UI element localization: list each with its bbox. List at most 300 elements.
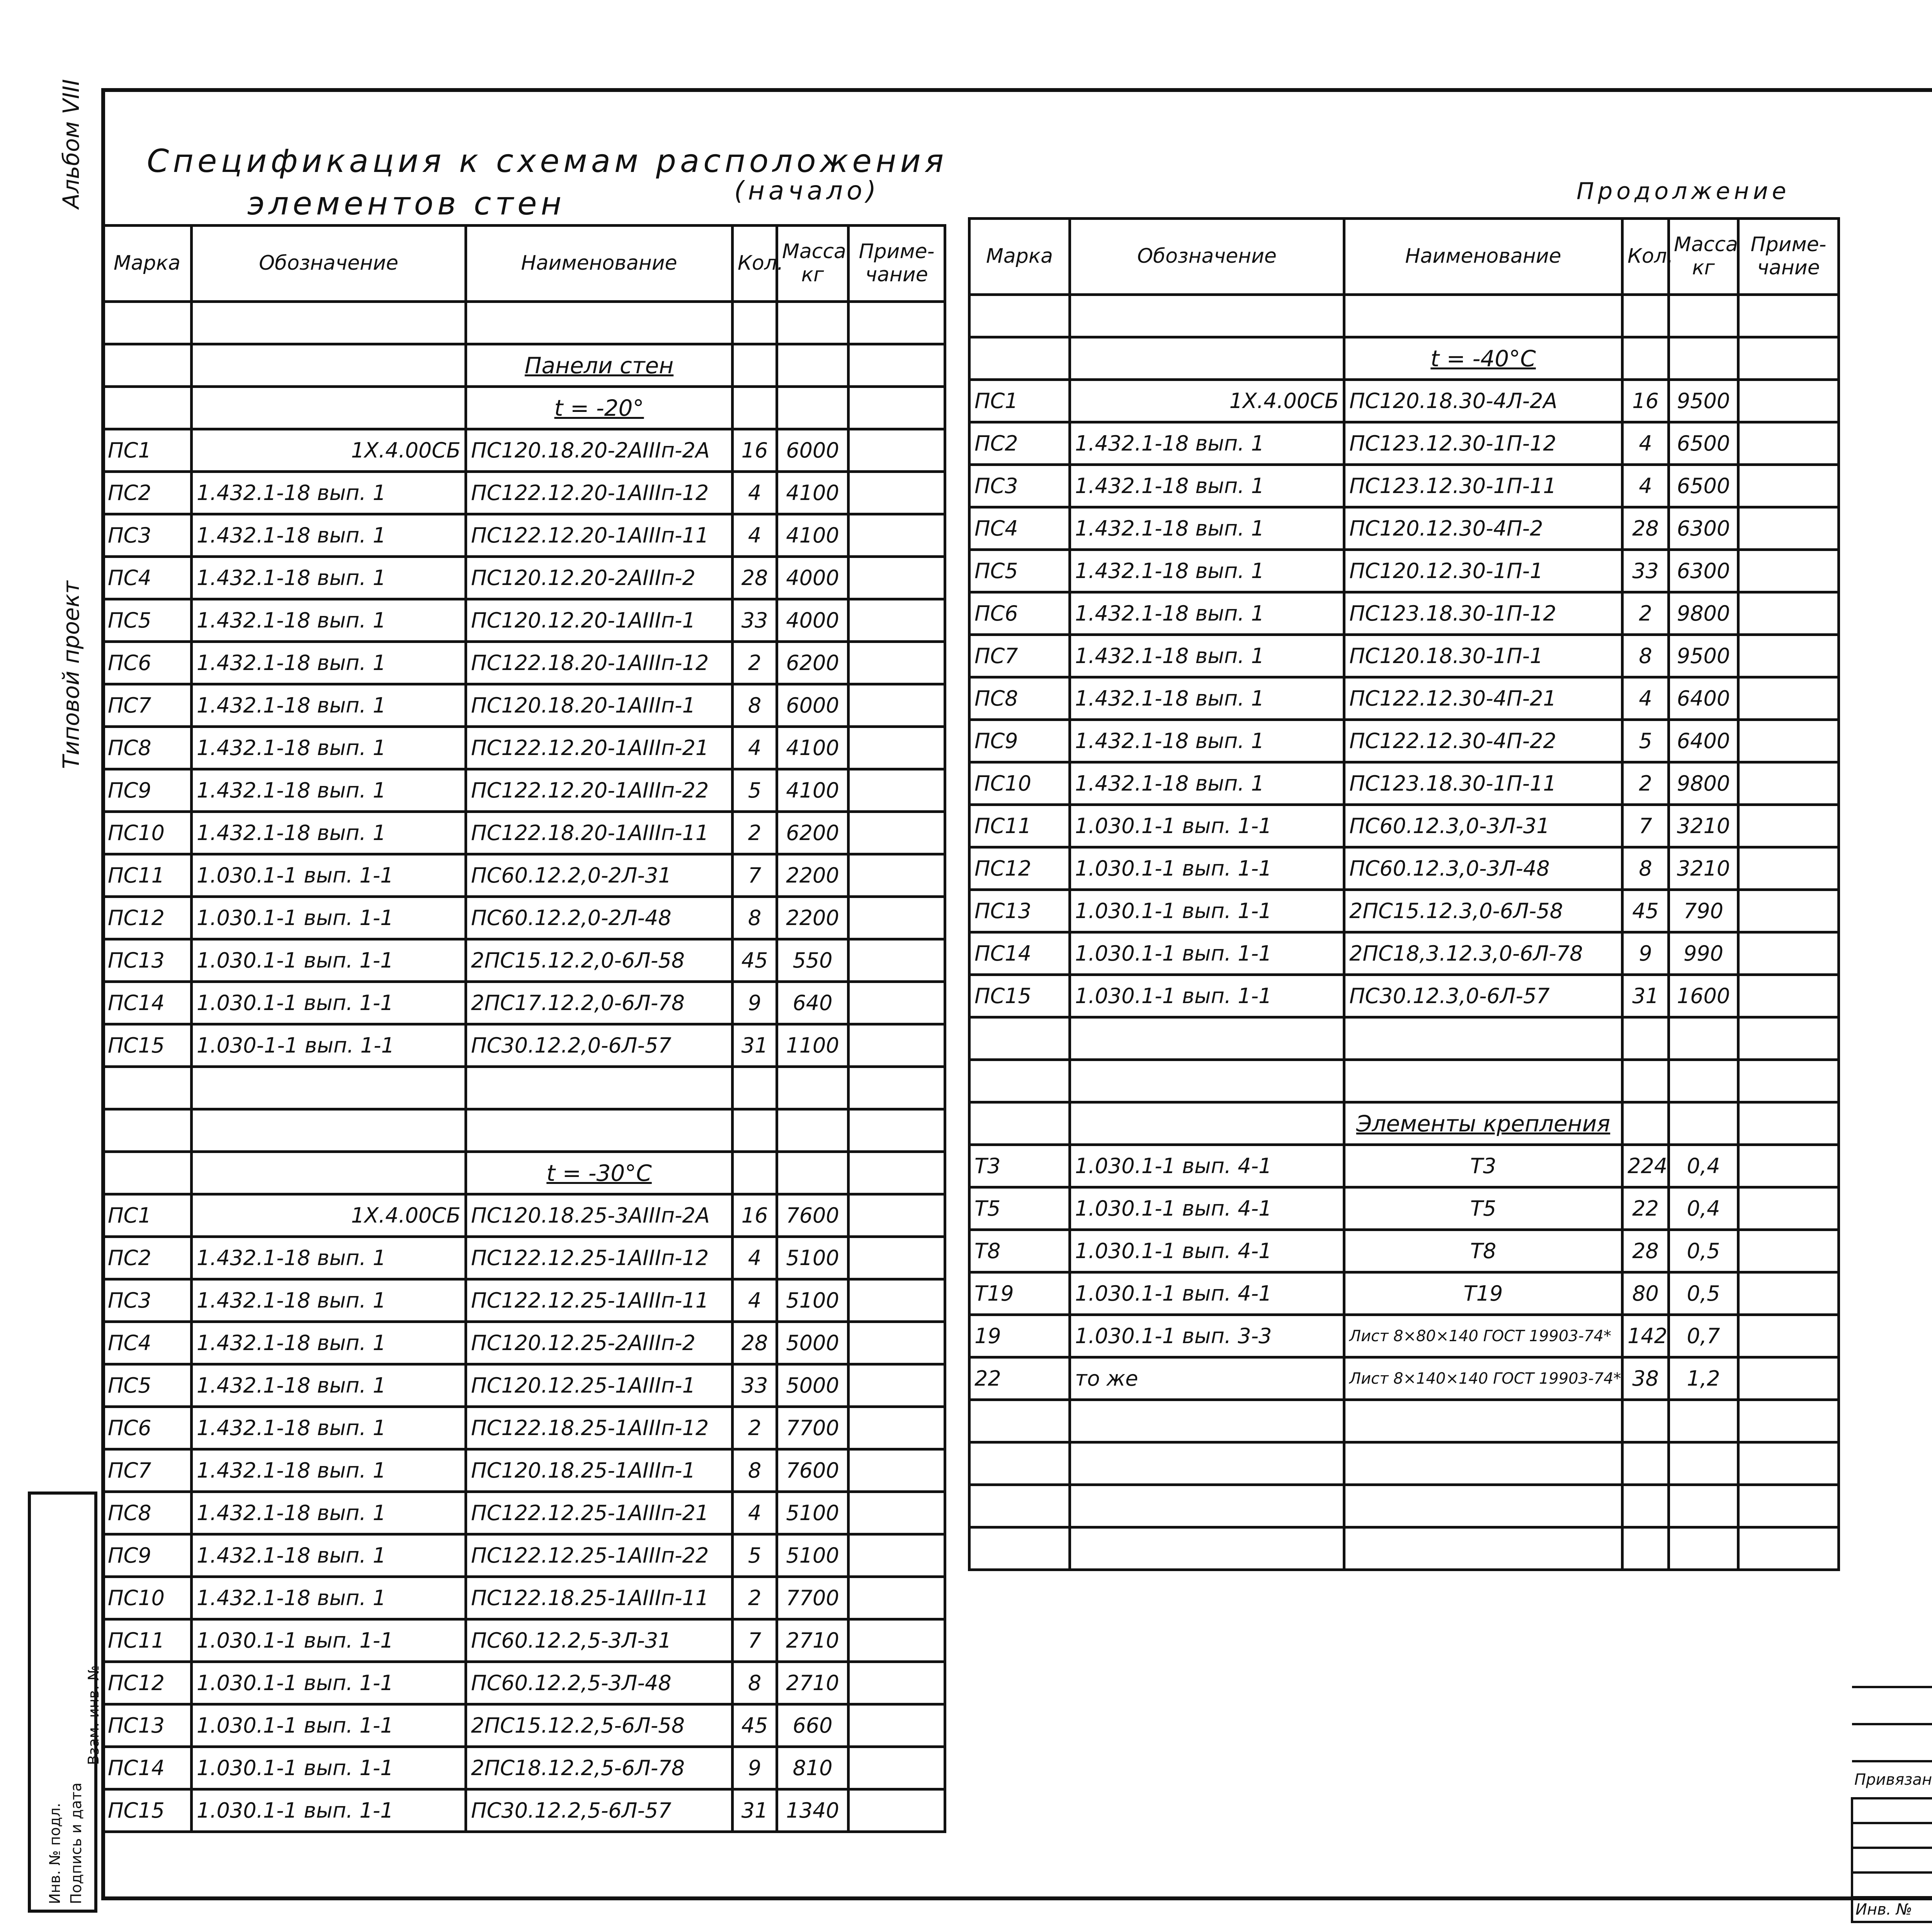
cell-kol: 45 — [733, 939, 777, 982]
cell-naimenovanie: ПС60.12.2,0-2Л-31 — [466, 854, 733, 897]
cell-primechanie — [1738, 932, 1839, 975]
cell-marka: ПС12 — [103, 1662, 192, 1704]
cell-oboznachenie — [192, 1067, 466, 1109]
cell-kol: 4 — [733, 727, 777, 769]
cell-naimenovanie: 2ПС15.12.2,0-6Л-58 — [466, 939, 733, 982]
cell-massa: 6400 — [1669, 677, 1738, 720]
cell-marka: ПС2 — [103, 472, 192, 514]
cell-marka: ПС2 — [103, 1237, 192, 1279]
table-row — [969, 550, 1839, 592]
cell-marka: ПС13 — [103, 939, 192, 982]
table-row — [103, 812, 945, 854]
cell-primechanie — [1738, 975, 1839, 1017]
cell-marka — [969, 337, 1070, 380]
cell-primechanie — [1738, 295, 1839, 337]
cell-marka: ПС6 — [103, 1407, 192, 1449]
cell-primechanie — [1738, 1060, 1839, 1102]
cell-naimenovanie — [1344, 1400, 1622, 1442]
cell-marka — [969, 1485, 1070, 1527]
cell-kol — [733, 302, 777, 344]
table-row — [103, 1024, 945, 1067]
cell-marka: ПС1 — [969, 380, 1070, 422]
cell-primechanie — [849, 429, 945, 472]
cell-kol: 16 — [733, 1194, 777, 1237]
cell-kol: 4 — [1622, 677, 1669, 720]
cell-marka: ПС7 — [969, 635, 1070, 677]
cell-kol — [733, 1109, 777, 1152]
cell-kol: 8 — [733, 1662, 777, 1704]
cell-oboznachenie: 1.030.1-1 вып. 1-1 — [1070, 975, 1344, 1017]
stamp-inv: Инв. № — [1852, 1897, 1932, 1922]
cell-oboznachenie: 1.030.1-1 вып. 4-1 — [1070, 1272, 1344, 1315]
cell-marka: ПС7 — [103, 1449, 192, 1492]
table-row — [969, 1485, 1839, 1527]
cell-naimenovanie: Т8 — [1344, 1230, 1622, 1272]
cell-naimenovanie: ПС123.18.30-1П-12 — [1344, 592, 1622, 635]
cell-marka: ПС10 — [103, 1577, 192, 1619]
cell-primechanie — [1738, 1357, 1839, 1400]
cell-massa: 3210 — [1669, 847, 1738, 890]
cell-primechanie — [1738, 1442, 1839, 1485]
cell-oboznachenie: 1.030.1-1 вып. 1-1 — [192, 939, 466, 982]
cell-massa: 9800 — [1669, 762, 1738, 805]
cell-marka: ПС9 — [969, 720, 1070, 762]
cell-massa: 5100 — [777, 1534, 849, 1577]
table-row — [969, 1102, 1839, 1145]
cell-massa: 5000 — [777, 1322, 849, 1364]
cell-primechanie — [849, 1704, 945, 1747]
cell-oboznachenie: 1.432.1-18 вып. 1 — [192, 1237, 466, 1279]
table-row — [103, 557, 945, 599]
cell-oboznachenie: 1.030.1-1 вып. 1-1 — [192, 1789, 466, 1832]
table-row — [969, 1145, 1839, 1187]
cell-naimenovanie: ПС123.12.30-1П-11 — [1344, 465, 1622, 507]
cell-primechanie — [1738, 1230, 1839, 1272]
table-row — [103, 642, 945, 684]
cell-massa — [777, 1109, 849, 1152]
cell-marka: ПС8 — [969, 677, 1070, 720]
cell-naimenovanie: 2ПС15.12.2,5-6Л-58 — [466, 1704, 733, 1747]
table-row — [103, 1279, 945, 1322]
table-row — [969, 1230, 1839, 1272]
cell-kol: 31 — [733, 1789, 777, 1832]
cell-oboznachenie — [1070, 337, 1344, 380]
cell-primechanie — [1738, 677, 1839, 720]
cell-massa — [1669, 1017, 1738, 1060]
table-row — [969, 1400, 1839, 1442]
table-header-row — [103, 226, 945, 302]
cell-oboznachenie: 1.030.1-1 вып. 1-1 — [1070, 805, 1344, 847]
table-row — [969, 380, 1839, 422]
cell-marka: ПС7 — [103, 684, 192, 727]
stamp-left-grid — [1851, 1650, 1932, 1923]
cell-marka — [103, 387, 192, 429]
cell-naimenovanie: ПС123.12.30-1П-12 — [1344, 422, 1622, 465]
cell-oboznachenie: 1.030.1-1 вып. 1-1 — [1070, 890, 1344, 932]
cell-kol: 2 — [1622, 762, 1669, 805]
col-naimenovanie: Наименование — [1344, 219, 1622, 295]
cell-kol — [1622, 1060, 1669, 1102]
cell-kol: 4 — [733, 1279, 777, 1322]
cell-marka: ПС4 — [969, 507, 1070, 550]
cell-marka: ПС11 — [969, 805, 1070, 847]
table-row — [969, 1527, 1839, 1570]
cell-kol: 7 — [733, 1619, 777, 1662]
cell-naimenovanie — [1344, 295, 1622, 337]
cell-massa: 1600 — [1669, 975, 1738, 1017]
cell-naimenovanie — [1344, 1060, 1622, 1102]
cell-massa — [777, 1067, 849, 1109]
table-row — [103, 1704, 945, 1747]
cell-primechanie — [849, 1407, 945, 1449]
cell-massa: 1340 — [777, 1789, 849, 1832]
cell-oboznachenie: 1.432.1-18 вып. 1 — [192, 599, 466, 642]
cell-primechanie — [1738, 1272, 1839, 1315]
cell-marka: ПС3 — [103, 514, 192, 557]
cell-massa: 640 — [777, 982, 849, 1024]
cell-naimenovanie: ПС122.18.25-1АIIIп-11 — [466, 1577, 733, 1619]
cell-kol: 4 — [733, 1237, 777, 1279]
cell-primechanie — [849, 1577, 945, 1619]
cell-massa — [1669, 295, 1738, 337]
cell-naimenovanie: 2ПС15.12.3,0-6Л-58 — [1344, 890, 1622, 932]
col-primechanie: Приме- чание — [849, 226, 945, 302]
cell-naimenovanie: ПС120.18.25-1АIIIп-1 — [466, 1449, 733, 1492]
table-row — [103, 769, 945, 812]
cell-primechanie — [849, 1747, 945, 1789]
cell-naimenovanie — [466, 302, 733, 344]
cell-oboznachenie: 1.432.1-18 вып. 1 — [192, 812, 466, 854]
cell-marka: ПС4 — [103, 557, 192, 599]
cell-marka: ПС15 — [969, 975, 1070, 1017]
cell-primechanie — [849, 684, 945, 727]
cell-kol: 224 — [1622, 1145, 1669, 1187]
table-row — [969, 295, 1839, 337]
cell-massa: 0,5 — [1669, 1272, 1738, 1315]
cell-naimenovanie: ПС60.12.2,5-3Л-48 — [466, 1662, 733, 1704]
cell-kol: 142 — [1622, 1315, 1669, 1357]
cell-marka: ПС14 — [103, 1747, 192, 1789]
cell-marka: Т3 — [969, 1145, 1070, 1187]
cell-marka: ПС4 — [103, 1322, 192, 1364]
col-kol: Кол. — [733, 226, 777, 302]
cell-oboznachenie: 1.432.1-18 вып. 1 — [192, 684, 466, 727]
table-row — [103, 982, 945, 1024]
spec-table-right — [968, 217, 1840, 1571]
cell-marka: ПС13 — [103, 1704, 192, 1747]
cell-primechanie — [849, 1152, 945, 1194]
cell-primechanie — [849, 1024, 945, 1067]
cell-oboznachenie — [1070, 1485, 1344, 1527]
table-row — [103, 854, 945, 897]
cell-kol: 33 — [733, 1364, 777, 1407]
cell-kol: 22 — [1622, 1187, 1669, 1230]
cell-naimenovanie: ПС122.12.25-1АIIIп-22 — [466, 1534, 733, 1577]
cell-marka: ПС3 — [969, 465, 1070, 507]
cell-kol — [733, 387, 777, 429]
cell-naimenovanie: 2ПС17.12.2,0-6Л-78 — [466, 982, 733, 1024]
table-row — [103, 727, 945, 769]
cell-primechanie — [849, 1194, 945, 1237]
cell-massa: 0,5 — [1669, 1230, 1738, 1272]
cell-kol: 28 — [733, 1322, 777, 1364]
table-row — [103, 1662, 945, 1704]
cell-marka: ПС3 — [103, 1279, 192, 1322]
table-row — [103, 1789, 945, 1832]
cell-kol: 2 — [1622, 592, 1669, 635]
cell-massa: 9500 — [1669, 635, 1738, 677]
cell-massa: 790 — [1669, 890, 1738, 932]
cell-massa: 6000 — [777, 429, 849, 472]
cell-massa: 0,4 — [1669, 1187, 1738, 1230]
cell-kol: 4 — [733, 472, 777, 514]
table-row — [969, 847, 1839, 890]
cell-primechanie — [1738, 1017, 1839, 1060]
cell-oboznachenie: 1.432.1-18 вып. 1 — [1070, 592, 1344, 635]
cell-oboznachenie: 1.432.1-18 вып. 1 — [1070, 720, 1344, 762]
table-row — [103, 1364, 945, 1407]
cell-naimenovanie: ПС122.12.30-4П-21 — [1344, 677, 1622, 720]
cell-kol: 2 — [733, 1407, 777, 1449]
cell-marka — [103, 1152, 192, 1194]
cell-naimenovanie: Т3 — [1344, 1145, 1622, 1187]
cell-naimenovanie: ПС122.12.20-1АIIIп-22 — [466, 769, 733, 812]
cell-massa: 5100 — [777, 1279, 849, 1322]
table-row — [969, 890, 1839, 932]
cell-kol: 8 — [733, 684, 777, 727]
cell-oboznachenie: 1.432.1-18 вып. 1 — [192, 1322, 466, 1364]
cell-naimenovanie: Элементы крепления — [1344, 1102, 1622, 1145]
table-row — [969, 762, 1839, 805]
cell-naimenovanie: ПС30.12.2,0-6Л-57 — [466, 1024, 733, 1067]
cell-marka: ПС10 — [103, 812, 192, 854]
cell-primechanie — [849, 854, 945, 897]
cell-primechanie — [849, 982, 945, 1024]
cell-oboznachenie: 1.432.1-18 вып. 1 — [1070, 677, 1344, 720]
cell-oboznachenie: 1.432.1-18 вып. 1 — [1070, 422, 1344, 465]
side-stamp-replace: Взам. инв. № — [85, 1665, 102, 1765]
table-row — [969, 805, 1839, 847]
cell-naimenovanie — [1344, 1527, 1622, 1570]
spec-title-line2: элементов стен — [247, 185, 566, 222]
cell-naimenovanie: ПС120.18.25-3АIIIп-2А — [466, 1194, 733, 1237]
cell-massa: 6000 — [777, 684, 849, 727]
cell-massa: 5100 — [777, 1237, 849, 1279]
cell-oboznachenie — [1070, 1102, 1344, 1145]
cell-primechanie — [849, 599, 945, 642]
cell-marka — [103, 344, 192, 387]
cell-naimenovanie: ПС60.12.3,0-3Л-31 — [1344, 805, 1622, 847]
cell-marka: Т5 — [969, 1187, 1070, 1230]
cell-primechanie — [849, 1534, 945, 1577]
cell-massa: 2710 — [777, 1662, 849, 1704]
cell-oboznachenie: 1.432.1-18 вып. 1 — [192, 1279, 466, 1322]
table-header-row — [969, 219, 1839, 295]
spec-note-continuation: Продолжение — [1577, 178, 1790, 205]
cell-marka — [103, 302, 192, 344]
table-row — [103, 1322, 945, 1364]
col-kol: Кол. — [1622, 219, 1669, 295]
cell-oboznachenie: 1.432.1-18 вып. 1 — [1070, 635, 1344, 677]
cell-oboznachenie: 1Х.4.00СБ — [1070, 380, 1344, 422]
cell-primechanie — [849, 1067, 945, 1109]
cell-kol: 33 — [733, 599, 777, 642]
col-massa: Масса кг — [777, 226, 849, 302]
cell-oboznachenie: 1.030.1-1 вып. 1-1 — [192, 897, 466, 939]
table-row — [969, 1017, 1839, 1060]
cell-primechanie — [1738, 422, 1839, 465]
cell-kol — [1622, 1102, 1669, 1145]
cell-naimenovanie: t = -30°С — [466, 1152, 733, 1194]
table-row — [969, 975, 1839, 1017]
cell-oboznachenie: 1Х.4.00СБ — [192, 429, 466, 472]
cell-naimenovanie: ПС122.12.20-1АIIIп-11 — [466, 514, 733, 557]
cell-kol: 31 — [1622, 975, 1669, 1017]
table-row — [103, 1619, 945, 1662]
cell-kol — [1622, 1017, 1669, 1060]
cell-kol: 2 — [733, 642, 777, 684]
cell-kol — [1622, 1527, 1669, 1570]
cell-massa: 5100 — [777, 1492, 849, 1534]
col-naimenovanie: Наименование — [466, 226, 733, 302]
cell-oboznachenie: 1.432.1-18 вып. 1 — [1070, 465, 1344, 507]
cell-oboznachenie — [1070, 1017, 1344, 1060]
cell-primechanie — [1738, 805, 1839, 847]
cell-marka: ПС5 — [969, 550, 1070, 592]
cell-kol: 8 — [1622, 635, 1669, 677]
cell-oboznachenie — [1070, 1400, 1344, 1442]
cell-marka — [969, 1527, 1070, 1570]
cell-marka — [969, 1400, 1070, 1442]
table-row — [969, 1315, 1839, 1357]
cell-primechanie — [1738, 550, 1839, 592]
cell-marka — [103, 1067, 192, 1109]
cell-kol: 28 — [1622, 507, 1669, 550]
cell-massa: 0,7 — [1669, 1315, 1738, 1357]
cell-massa: 7600 — [777, 1194, 849, 1237]
cell-massa — [1669, 1400, 1738, 1442]
cell-massa: 7700 — [777, 1407, 849, 1449]
table-row — [969, 720, 1839, 762]
table-row — [103, 1534, 945, 1577]
col-marka: Марка — [103, 226, 192, 302]
col-massa: Масса кг — [1669, 219, 1738, 295]
table-row — [969, 635, 1839, 677]
cell-naimenovanie: ПС122.12.20-1АIIIп-21 — [466, 727, 733, 769]
table-row — [969, 932, 1839, 975]
cell-primechanie — [1738, 1102, 1839, 1145]
cell-primechanie — [849, 1662, 945, 1704]
cell-massa: 4100 — [777, 727, 849, 769]
cell-naimenovanie: ПС122.12.25-1АIIIп-12 — [466, 1237, 733, 1279]
cell-marka: ПС14 — [969, 932, 1070, 975]
cell-marka: ПС13 — [969, 890, 1070, 932]
cell-naimenovanie: ПС123.18.30-1П-11 — [1344, 762, 1622, 805]
spec-note-start: (начало) — [734, 176, 880, 206]
cell-primechanie — [849, 1449, 945, 1492]
cell-primechanie — [849, 1237, 945, 1279]
stamp-privyazan: Привязан — [1852, 1761, 1932, 1798]
cell-marka: ПС15 — [103, 1024, 192, 1067]
cell-naimenovanie: ПС30.12.3,0-6Л-57 — [1344, 975, 1622, 1017]
cell-kol — [733, 344, 777, 387]
table-row — [969, 1187, 1839, 1230]
cell-oboznachenie: 1.030.1-1 вып. 1-1 — [192, 982, 466, 1024]
cell-oboznachenie: 1.030.1-1 вып. 1-1 — [192, 1704, 466, 1747]
cell-primechanie — [1738, 1315, 1839, 1357]
cell-oboznachenie: 1.030.1-1 вып. 1-1 — [1070, 932, 1344, 975]
cell-kol: 16 — [1622, 380, 1669, 422]
cell-kol: 31 — [733, 1024, 777, 1067]
cell-kol: 8 — [1622, 847, 1669, 890]
cell-massa: 4100 — [777, 514, 849, 557]
table-row — [103, 472, 945, 514]
cell-primechanie — [1738, 1485, 1839, 1527]
cell-kol: 9 — [733, 982, 777, 1024]
cell-naimenovanie: Лист 8×140×140 ГОСТ 19903-74* — [1344, 1357, 1622, 1400]
cell-marka: Т8 — [969, 1230, 1070, 1272]
cell-kol: 8 — [733, 897, 777, 939]
cell-naimenovanie: ПС122.18.20-1АIIIп-11 — [466, 812, 733, 854]
cell-oboznachenie: 1.432.1-18 вып. 1 — [192, 472, 466, 514]
cell-primechanie — [1738, 720, 1839, 762]
cell-primechanie — [849, 1789, 945, 1832]
table-row — [969, 1357, 1839, 1400]
cell-naimenovanie: Т19 — [1344, 1272, 1622, 1315]
table-row — [969, 1442, 1839, 1485]
cell-massa: 7600 — [777, 1449, 849, 1492]
cell-naimenovanie: Панели стен — [466, 344, 733, 387]
cell-primechanie — [849, 812, 945, 854]
cell-kol: 7 — [733, 854, 777, 897]
cell-primechanie — [849, 1322, 945, 1364]
cell-primechanie — [1738, 1527, 1839, 1570]
col-oboznachenie: Обозначение — [1070, 219, 1344, 295]
cell-massa: 1,2 — [1669, 1357, 1738, 1400]
cell-massa: 4000 — [777, 599, 849, 642]
cell-massa: 6200 — [777, 642, 849, 684]
cell-oboznachenie: то же — [1070, 1357, 1344, 1400]
cell-massa: 7700 — [777, 1577, 849, 1619]
cell-massa: 2710 — [777, 1619, 849, 1662]
table-row — [969, 422, 1839, 465]
cell-naimenovanie: ПС30.12.2,5-6Л-57 — [466, 1789, 733, 1832]
cell-primechanie — [1738, 1145, 1839, 1187]
table-row — [103, 1747, 945, 1789]
cell-naimenovanie: ПС120.18.30-1П-1 — [1344, 635, 1622, 677]
cell-massa — [777, 344, 849, 387]
table-row — [103, 684, 945, 727]
cell-massa — [777, 1152, 849, 1194]
cell-marka: 22 — [969, 1357, 1070, 1400]
cell-marka: ПС1 — [103, 1194, 192, 1237]
table-row — [103, 429, 945, 472]
cell-oboznachenie: 1.432.1-18 вып. 1 — [1070, 550, 1344, 592]
side-stamp — [28, 1492, 102, 1913]
cell-oboznachenie — [192, 302, 466, 344]
cell-naimenovanie: ПС60.12.2,0-2Л-48 — [466, 897, 733, 939]
cell-oboznachenie: 1.030.1-1 вып. 4-1 — [1070, 1145, 1344, 1187]
cell-massa: 2200 — [777, 897, 849, 939]
cell-primechanie — [849, 769, 945, 812]
cell-massa: 6200 — [777, 812, 849, 854]
side-stamp-inv: Инв. № подл. — [46, 1803, 63, 1904]
cell-primechanie — [1738, 592, 1839, 635]
cell-massa: 810 — [777, 1747, 849, 1789]
cell-kol: 2 — [733, 1577, 777, 1619]
cell-primechanie — [849, 897, 945, 939]
cell-kol — [733, 1067, 777, 1109]
